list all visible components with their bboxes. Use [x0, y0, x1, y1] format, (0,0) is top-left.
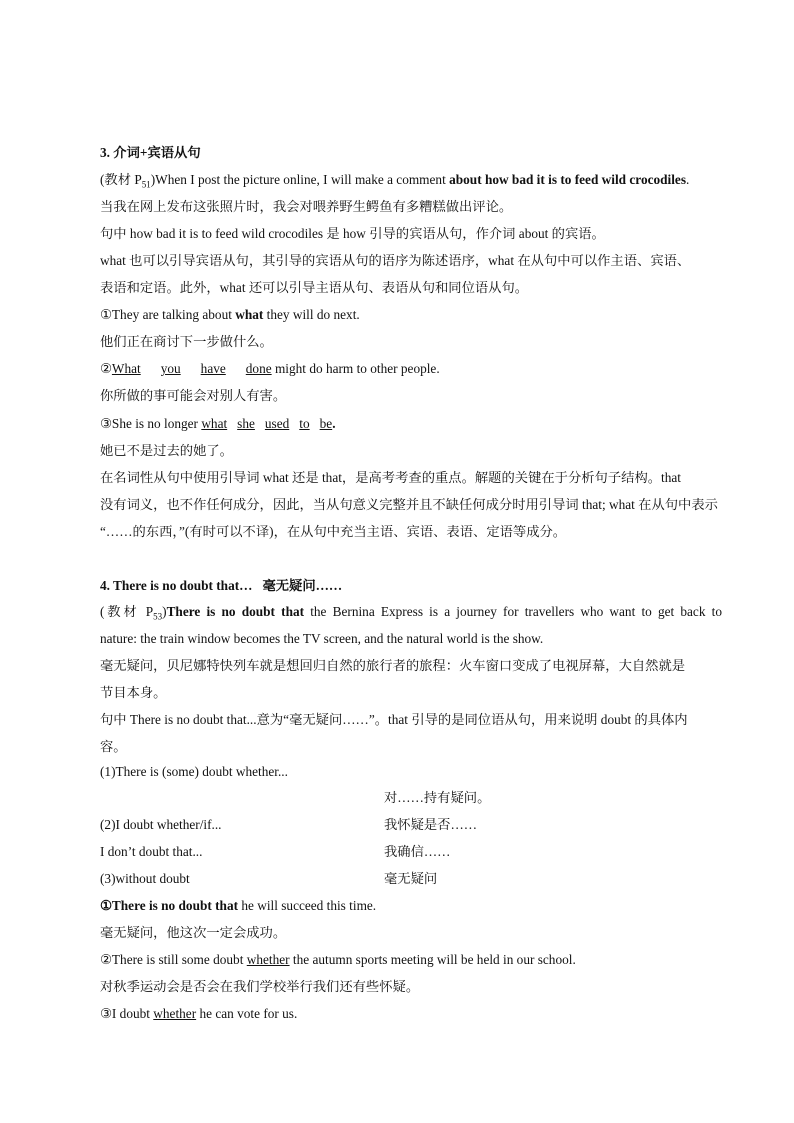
s3-note-1: 句中 how bad it is to feed wild crocodiles 是 how 引导的宾语从句，作介词 about 的宾语。 — [100, 226, 605, 241]
blank-word: what — [201, 416, 228, 431]
e1-bold: ①There is no doubt that — [100, 898, 239, 913]
s4-example-translation-1: 毫无疑问，贝尼娜特快列车就是想回归自然的旅行者的旅程：火车窗口变成了电视屏幕，大自然就是 — [100, 658, 686, 673]
phrase-1-meaning: 对……持有疑问。 — [384, 790, 491, 805]
e2-text: ②There is still some doubt — [100, 952, 247, 967]
s3-note-3c: “……的东西，”(有时可以不译)，在从句中充当主语、宾语、表语、定语等成分。 — [100, 524, 567, 539]
ex-bold: about how bad it is to feed wild crocodiles — [449, 172, 687, 187]
e1-rest: he will succeed this time. — [238, 898, 377, 913]
blank-word: What — [111, 361, 141, 376]
page-subscript: 51 — [141, 179, 151, 190]
blank-word: to — [299, 416, 310, 431]
blank-word: she — [237, 416, 255, 431]
e1-text: ①They are talking about — [100, 307, 236, 322]
s4-note-1a: 句中 There is no doubt that...意为“毫无疑问……”。that 引导的是同位语从句，用来说明 doubt 的具体内 — [100, 712, 688, 727]
e2-blank-answer: whether — [246, 952, 290, 967]
blank-word: used — [264, 416, 290, 431]
ex-end: . — [686, 172, 690, 187]
s4-example-2-translation: 对秋季运动会是否会在我们学校举行我们还有些怀疑。 — [100, 979, 420, 994]
e2-rest: might do harm to other people. — [271, 361, 440, 376]
s4-example-2 — [100, 950, 722, 970]
blank-word: be — [319, 416, 333, 431]
section-4-heading — [100, 576, 722, 596]
s4-example-3 — [100, 1004, 722, 1024]
ex-close: ) — [162, 604, 167, 619]
e2-number: ② — [100, 361, 112, 376]
ex-prefix: (教材 P — [100, 172, 142, 187]
s3-note-3b: 没有词义，也不作任何成分，因此，当从句意义完整并且不缺任何成分时用引导词 that; what 在从句中表示 — [100, 497, 718, 512]
e2-blank-answer — [112, 361, 272, 376]
e3-blank-answer — [201, 416, 332, 431]
phrase-2: (2)I doubt whether/if... — [100, 817, 222, 832]
ex-prefix: (教材 P — [100, 604, 154, 619]
phrase-4: (3)without doubt — [100, 871, 190, 886]
s4-textbook-example-line2: nature: the train window becomes the TV screen, and the natural world is the show. — [100, 631, 544, 646]
e3-end: . — [332, 416, 336, 431]
s3-note-3a: 在名词性从句中使用引导词 what 还是 that，是高考考查的重点。解题的关键在于分析句子结构。that — [100, 470, 681, 485]
blank-word: have — [200, 361, 226, 376]
e1-bold: what — [235, 307, 264, 322]
e3-text: ③She is no longer — [100, 416, 202, 431]
section-3-heading: 3. 介词+宾语从句 — [100, 145, 201, 160]
e3-blank-answer: whether — [153, 1006, 197, 1021]
s4-note-1b: 容。 — [100, 739, 127, 754]
s4-example-1 — [100, 896, 722, 916]
e2-rest: the autumn sports meeting will be held in our school. — [289, 952, 576, 967]
s3-example-2-translation: 你所做的事可能会对别人有害。 — [100, 388, 287, 403]
s3-example-1-translation: 他们正在商讨下一步做什么。 — [100, 334, 273, 349]
blank-word: you — [160, 361, 181, 376]
ex-bold: There is no doubt that — [166, 604, 305, 619]
blank-word: done — [245, 361, 272, 376]
phrase-3-meaning: 我确信…… — [384, 844, 451, 859]
s3-textbook-example — [100, 170, 722, 195]
phrase-4-meaning: 毫无疑问 — [384, 871, 438, 886]
s3-example-3-translation: 她已不是过去的她了。 — [100, 443, 233, 458]
s3-example-2 — [100, 359, 722, 379]
s4-example-translation-2: 节目本身。 — [100, 685, 167, 700]
phrase-2-meaning: 我怀疑是否…… — [384, 817, 478, 832]
s3-example-translation: 当我在网上发布这张照片时，我会对喂养野生鳄鱼有多糟糕做出评论。 — [100, 199, 513, 214]
s4-example-1-translation: 毫无疑问，他这次一定会成功。 — [100, 925, 287, 940]
e3-text: ③I doubt — [100, 1006, 154, 1021]
ex-text: the Bernina Express is a journey for travellers who want to get back to — [304, 604, 722, 619]
s3-example-3 — [100, 414, 722, 434]
s3-note-2b: 表语和定语。此外，what 还可以引导主语从句、表语从句和同位语从句。 — [100, 280, 529, 295]
e1-rest: they will do next. — [263, 307, 360, 322]
phrase-3: I don’t doubt that... — [100, 844, 203, 859]
ex-text: )When I post the picture online, I will make a comment — [150, 172, 450, 187]
s3-note-2a: what 也可以引导宾语从句，其引导的宾语从句的语序为陈述语序，what 在从句中可以作主语、宾语、 — [100, 253, 691, 268]
e3-rest: he can vote for us. — [196, 1006, 298, 1021]
page-subscript: 53 — [153, 611, 163, 622]
phrase-1: (1)There is (some) doubt whether... — [100, 764, 288, 779]
s3-example-1 — [100, 305, 722, 325]
s4-textbook-example-line1 — [100, 602, 722, 627]
heading-en: 4. There is no doubt that… — [100, 578, 253, 593]
heading-cn: 毫无疑问…… — [262, 578, 343, 593]
